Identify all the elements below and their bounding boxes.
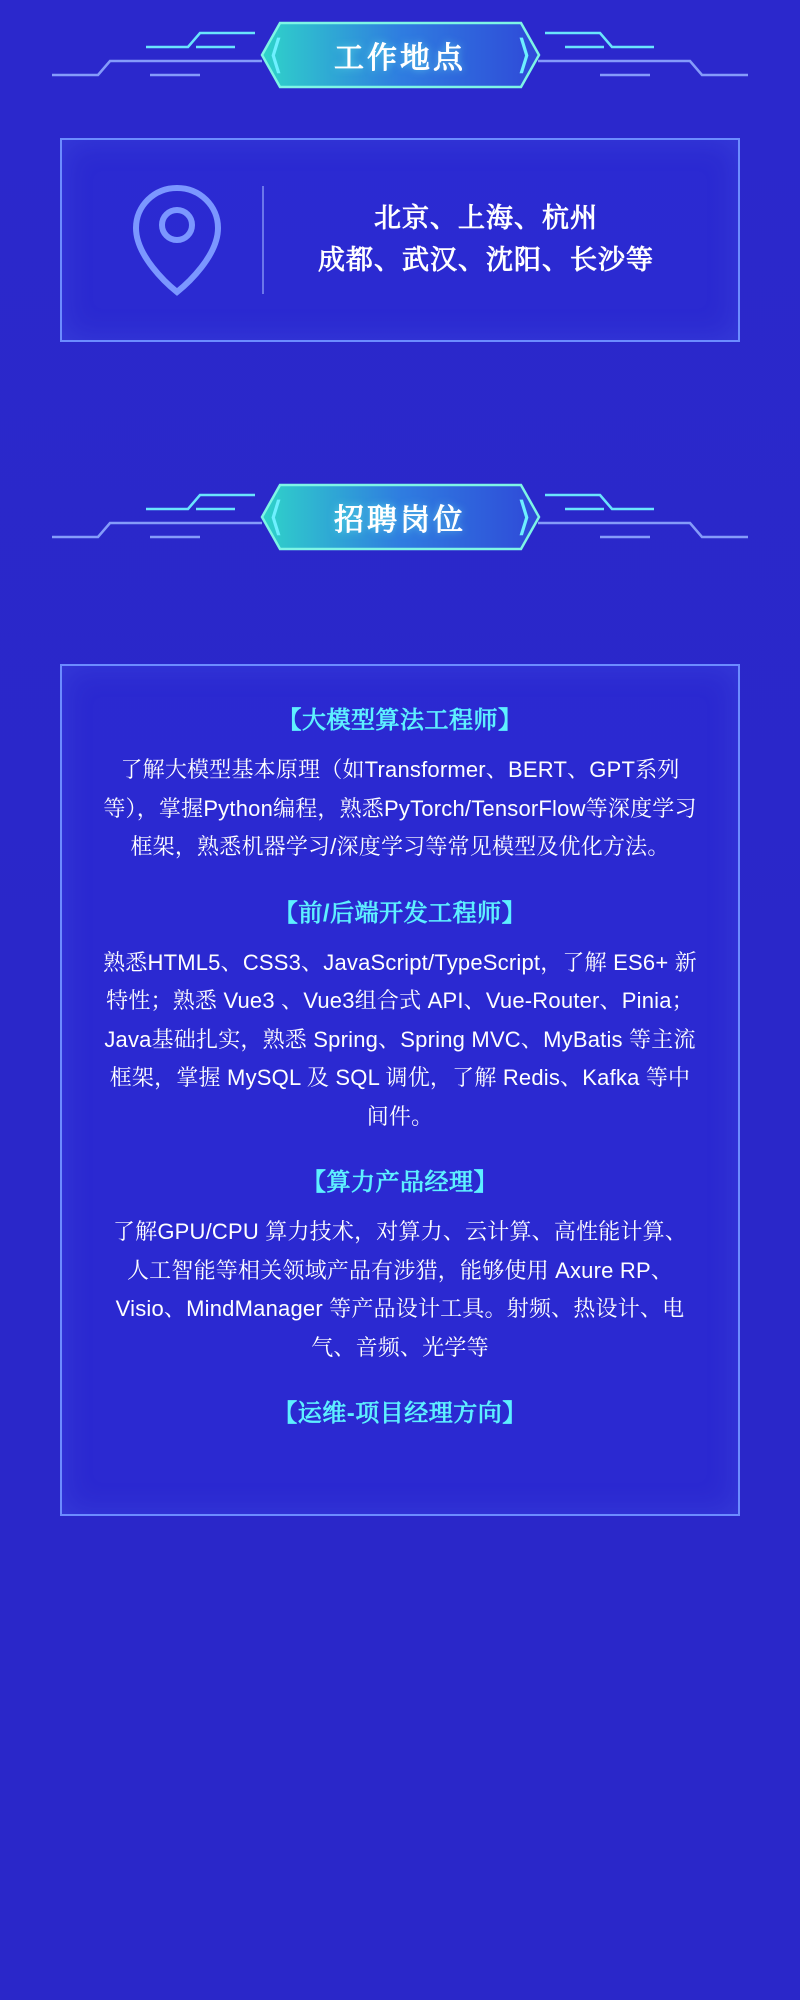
job-title: 【前/后端开发工程师】 [273,899,527,927]
section-heading-location [40,0,760,110]
chevron-left-icon-jobs: ⟨ [268,494,284,540]
left-decoration-lines-jobs [50,487,265,547]
job-list-card [60,664,740,1516]
job-title: 【运维-项目经理方向】 [273,1400,527,1427]
chevron-right-icon: ⟩ [516,32,532,78]
location-line-2: 成都、武汉、沈阳、长沙等 [318,245,654,275]
chevron-left-icon: ⟨ [268,32,284,78]
job-description: 了解大模型基本原理（如Transformer、BERT、GPT系列等），掌握Python编程，熟悉PyTorch/TensorFlow等深度学习框架，熟悉机器学习/深度学习等常见模型及优化方法。 [103,757,697,859]
job-title: 【算力产品经理】 [302,1169,498,1196]
chevron-right-icon-jobs: ⟩ [516,494,532,540]
heading-title-location: 工作地点 [334,42,466,75]
location-text [264,198,708,282]
job-description: 熟悉HTML5、CSS3、JavaScript/TypeScript，了解 ES6+ 新特性；熟悉 Vue3 、Vue3组合式 API、Vue-Router、Pinia；Java基础扎实，熟悉 Spring、Spring MVC、MyBatis 等主流框架，掌握 MySQL 及 SQL 调优，了解 Redis、Kafka 等中间件。 [103,949,697,1129]
left-decoration-lines [50,25,265,85]
bottom-spacer [102,1444,698,1474]
job-description: 了解GPU/CPU 算力技术，对算力、云计算、高性能计算、人工智能等相关领域产品有涉猎，能够使用 Axure RP、Visio、MindManager 等产品设计工具。射频、热设计、电气、音频、光学等 [112,1219,688,1360]
right-decoration-lines [535,25,750,85]
right-decoration-lines-jobs [535,487,750,547]
work-location-card [60,138,740,342]
heading-plate-location [258,19,543,91]
heading-title-jobs: 招聘岗位 [334,504,466,537]
job-title: 【大模型算法工程师】 [277,707,523,734]
location-pin-icon [92,180,262,300]
section-heading-jobs [40,462,760,572]
heading-plate-jobs [258,481,543,553]
location-line-1: 北京、上海、杭州 [374,203,598,234]
